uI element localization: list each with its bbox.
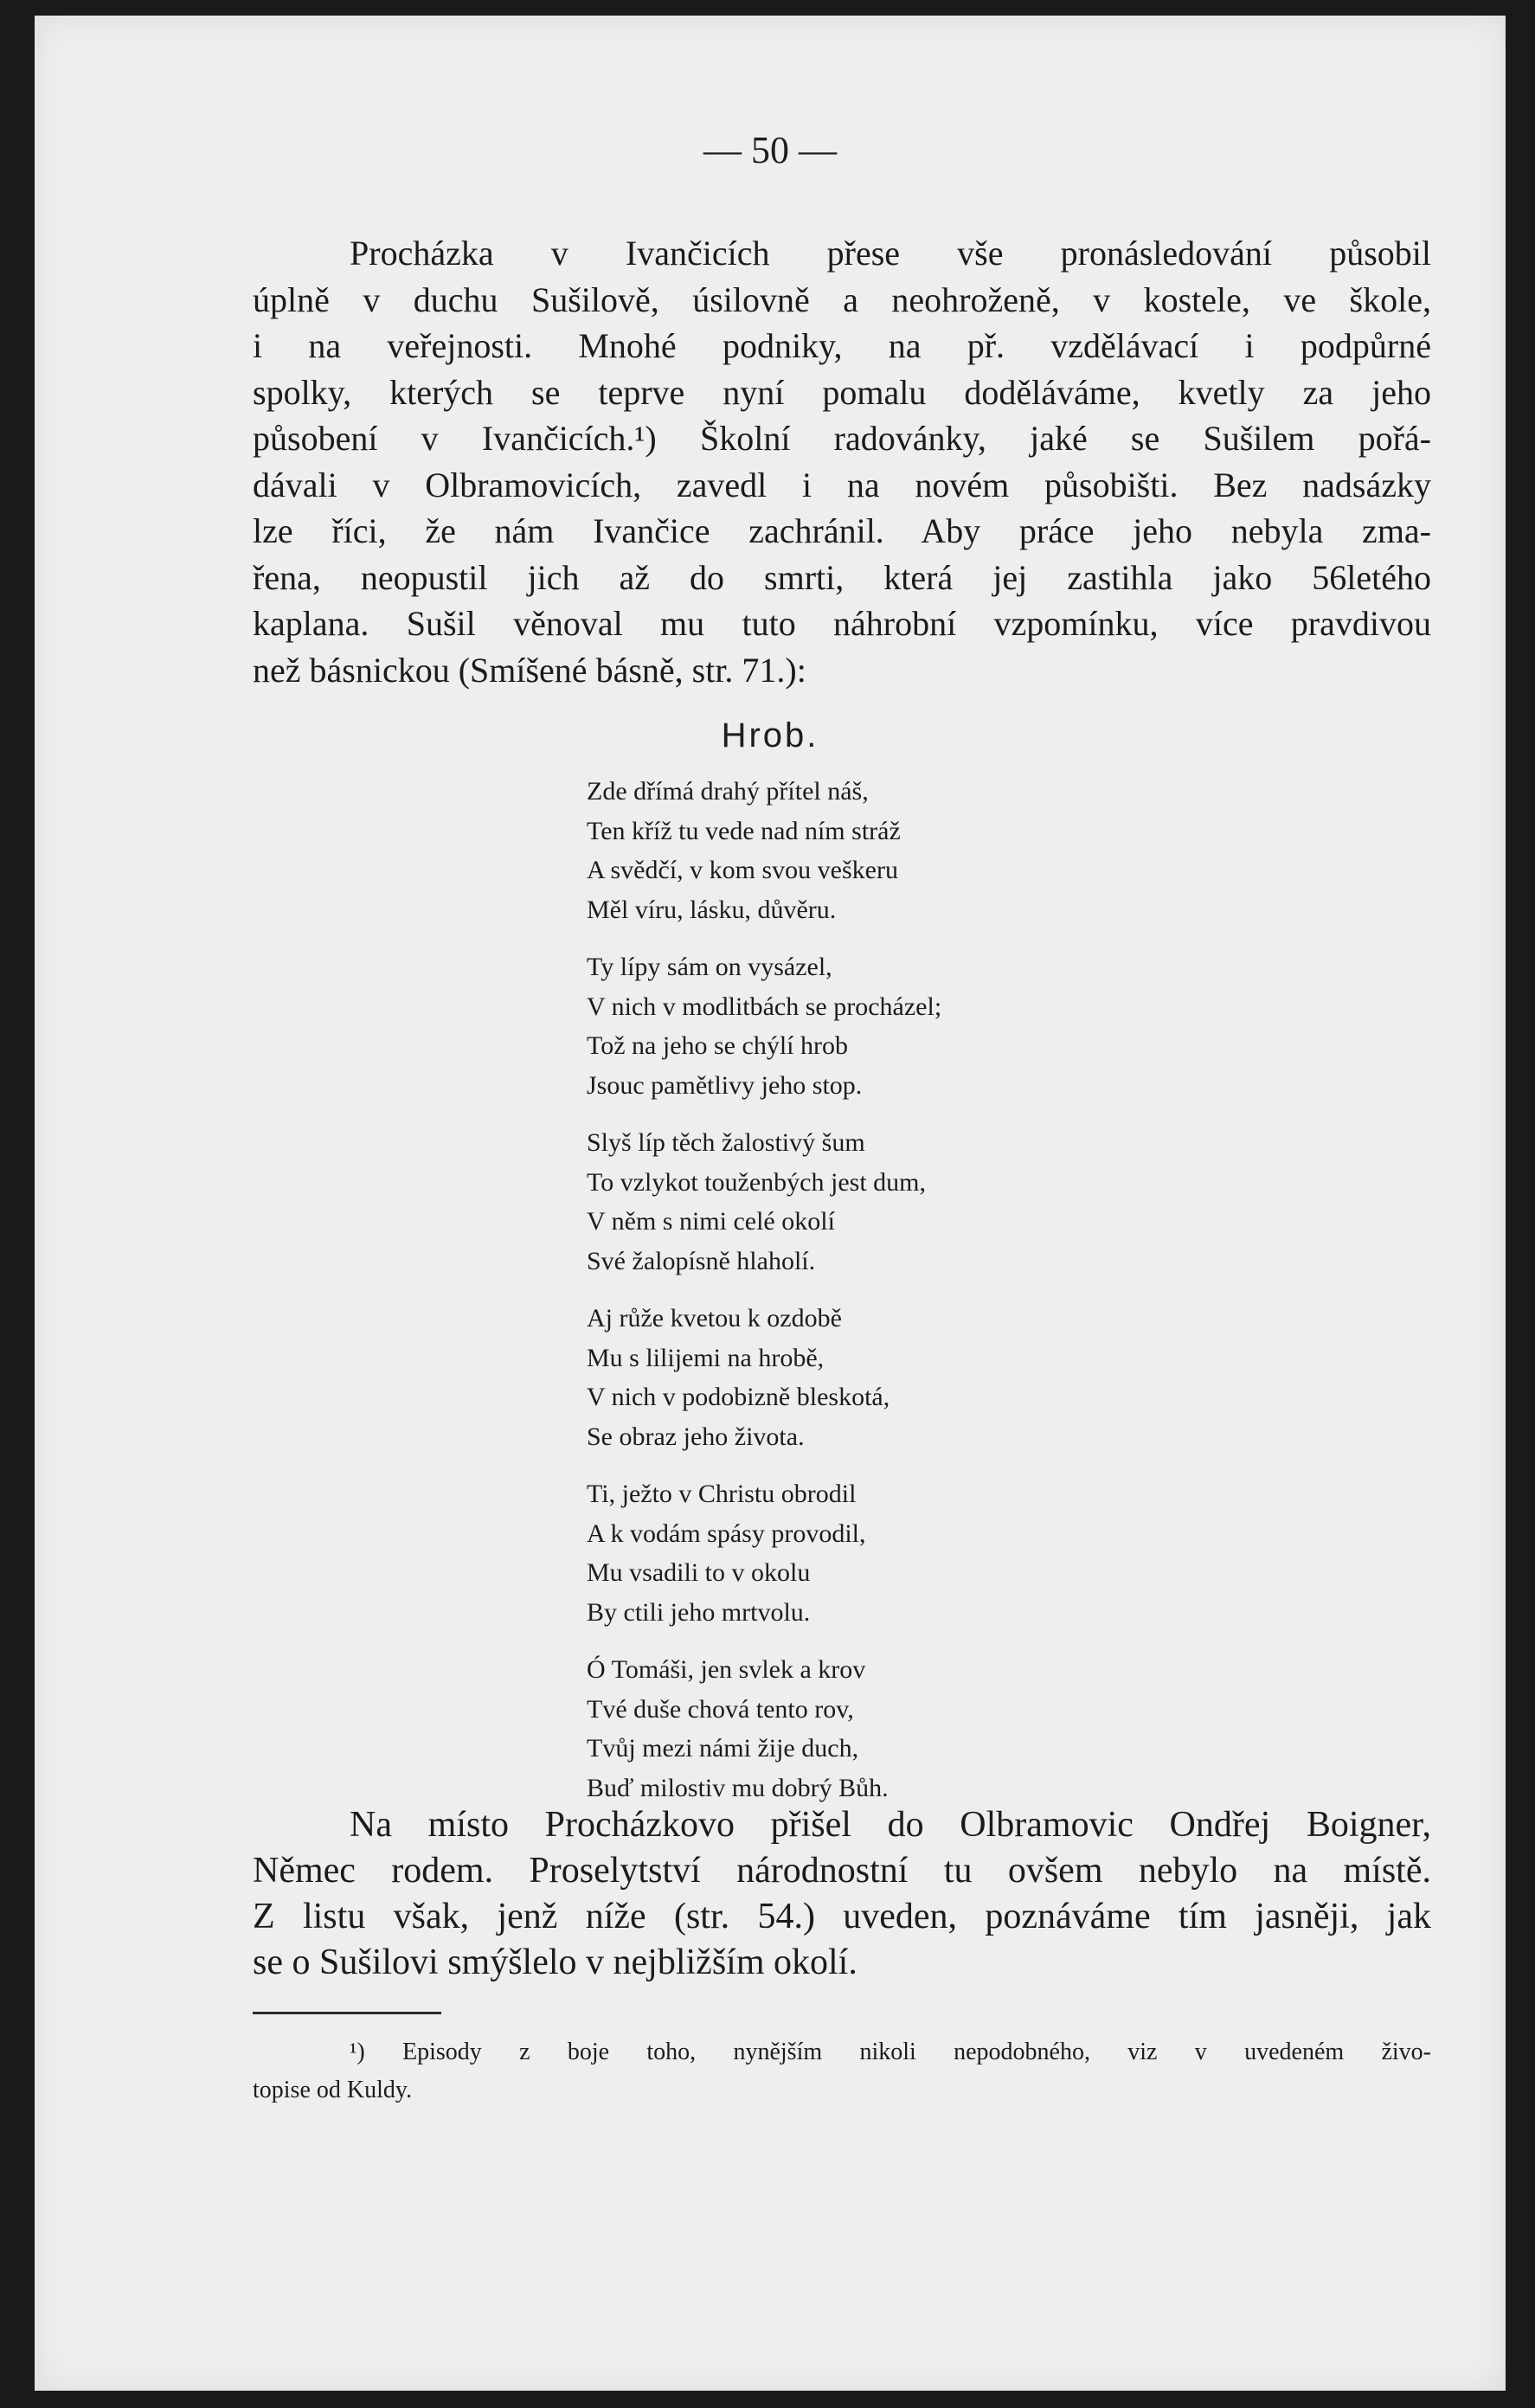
paragraph-line: i na veřejnosti. Mnohé podniky, na př. vzdělávací i podpůrné — [253, 326, 1431, 365]
poem-verse: Mu s lilijemi na hrobě, — [587, 1343, 825, 1372]
footnote — [253, 2033, 1431, 2109]
poem-verse: Ty lípy sám on vysázel, — [587, 953, 832, 981]
poem-verse: To vzlykot touženbých jest dum, — [587, 1167, 926, 1197]
poem-verse: V nich v podobizně bleskotá, — [587, 1383, 890, 1411]
poem-stanza — [587, 1299, 1192, 1456]
paragraph-line: řena, neopustil jich až do smrti, která jej zastihla jako 56letého — [253, 557, 1431, 597]
poem-stanza — [587, 1474, 1192, 1632]
poem-verse: Ó Tomáši, jen svlek a krov — [587, 1655, 866, 1684]
poem-verse: Buď milostiv mu dobrý Bůh. — [587, 1773, 889, 1802]
poem-verse: Tvé duše chová tento rov, — [587, 1694, 854, 1724]
paragraph-line: lze říci, že nám Ivančice zachránil. Aby práce jeho nebyla zma- — [253, 511, 1431, 550]
paragraph-line: se o Sušilovi smýšlelo v nejbližším okolí. — [253, 1942, 857, 1982]
poem-verse: A k vodám spásy provodil, — [587, 1519, 866, 1548]
paragraph-2 — [253, 1802, 1431, 1986]
poem-stanza — [587, 1123, 1192, 1281]
poem-verse: V nich v modlitbách se procházel; — [587, 992, 942, 1021]
paragraph-line: úplně v duchu Sušilově, úsilovně a neohroženě, v kostele, ve škole, — [253, 279, 1431, 319]
poem-verse: Ti, ježto v Christu obrodil — [587, 1480, 857, 1508]
poem-verse: Tvůj mezi námi žije duch, — [587, 1734, 859, 1763]
paragraph-line: působení v Ivančicích.¹) Školní radovánky, jaké se Sušilem pořá- — [253, 419, 1431, 458]
poem-verse: Aj růže kvetou k ozdobě — [587, 1304, 842, 1332]
paragraph-line: Z listu však, jenž níže (str. 54.) uveden, poznáváme tím jasněji, jak — [253, 1897, 1431, 1936]
poem-verse: Tož na jeho se chýlí hrob — [587, 1031, 848, 1060]
paragraph-line: dávali v Olbramovicích, zavedl i na novém působišti. Bez nadsázky — [253, 465, 1431, 504]
poem-verse: Zde dřímá drahý přítel náš, — [587, 777, 869, 806]
poem-verse: Ten kříž tu vede nad ním stráž — [587, 816, 901, 845]
poem-verse: Slyš líp těch žalostivý šum — [587, 1128, 865, 1157]
poem-verse: A svědčí, v kom svou veškeru — [587, 856, 898, 884]
footnote-line: ¹) Episody z boje toho, nynějším nikoli nepodobného, viz v uvedeném živo- — [350, 2039, 1431, 2065]
page-number: — 50 — — [703, 129, 837, 171]
paragraph-line: Němec rodem. Proselytství národnostní tu ovšem nebylo na místě. — [253, 1851, 1431, 1891]
paragraph-line: Na místo Procházkovo přišel do Olbramovic Ondřej Boigner, — [350, 1805, 1431, 1845]
poem-verse: Se obraz jeho života. — [587, 1422, 805, 1451]
poem-verse: V něm s nimi celé okolí — [587, 1207, 835, 1236]
poem-verse: Mu vsadili to v okolu — [587, 1558, 811, 1587]
paragraph-line: Procházka v Ivančicích přese vše pronásledování působil — [350, 234, 1431, 273]
poem-verse: Své žalopísně hlaholí. — [587, 1246, 816, 1275]
poem-stanza — [587, 947, 1192, 1105]
poem-title: Hrob. — [721, 716, 819, 755]
poem-stanza — [587, 1650, 1192, 1808]
paragraph-line: než básnickou (Smíšené básně, str. 71.): — [253, 650, 806, 690]
footnote-rule — [253, 2012, 441, 2014]
poem-verse: By ctili jeho mrtvolu. — [587, 1597, 811, 1627]
paragraph-line: spolky, kterých se teprve nyní pomalu doděláváme, kvetly za jeho — [253, 372, 1431, 412]
poem — [587, 772, 1192, 1826]
footnote-line: topise od Kuldy. — [253, 2077, 413, 2103]
book-page — [35, 16, 1506, 2391]
poem-stanza — [587, 772, 1192, 929]
paragraph-line: kaplana. Sušil věnoval mu tuto náhrobní vzpomínku, více pravdivou — [253, 604, 1431, 643]
paragraph-1 — [253, 230, 1431, 693]
poem-verse: Jsouc pamětlivy jeho stop. — [587, 1070, 863, 1100]
poem-verse: Měl víru, lásku, důvěru. — [587, 895, 837, 924]
